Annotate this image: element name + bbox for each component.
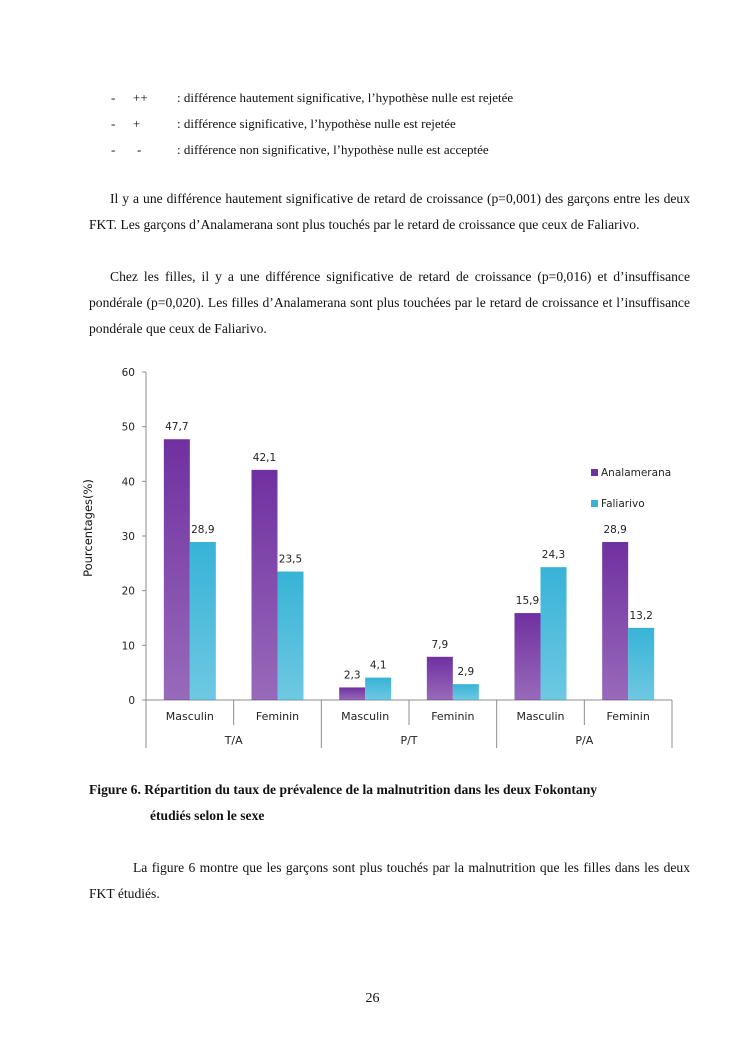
x-group-label: P/A [575, 734, 594, 747]
data-label-faliarivo: 28,9 [191, 524, 215, 537]
legend-label-faliarivo: Faliarivo [601, 498, 645, 510]
key-description: : différence hautement significative, l’hypothèse nulle est rejetée [177, 90, 514, 105]
bar-analamerana-3 [427, 657, 453, 700]
data-label-analamerana: 7,9 [431, 638, 449, 651]
key-symbol: ++ [133, 90, 148, 105]
bar-faliarivo-4 [541, 567, 567, 700]
data-label-analamerana: 28,9 [603, 524, 627, 537]
key-dash: - [111, 142, 116, 157]
x-group-label: T/A [224, 734, 243, 747]
figure-caption [89, 782, 597, 798]
y-tick-label: 10 [121, 640, 135, 653]
data-label-faliarivo: 24,3 [541, 549, 566, 562]
legend-label-analamerana: Analamerana [601, 467, 672, 479]
bar-analamerana-2 [339, 687, 365, 700]
key-symbol: + [133, 116, 141, 131]
bar-analamerana-5 [602, 542, 628, 700]
y-tick-label: 0 [128, 695, 135, 707]
y-tick-label: 40 [121, 476, 135, 489]
key-description: : différence significative, l’hypothèse nulle est rejetée [177, 116, 456, 131]
y-axis-label: Pourcentages(%) [81, 479, 95, 577]
data-label-analamerana: 42,1 [252, 451, 277, 464]
bar-chart [0, 360, 745, 760]
paragraph-1 [89, 186, 690, 238]
key-dash: - [111, 90, 116, 105]
legend-swatch-faliarivo [591, 500, 598, 507]
y-tick-label: 60 [121, 367, 135, 379]
bar-analamerana-0 [164, 439, 190, 700]
bar-faliarivo-2 [365, 678, 391, 700]
x-category-label: Masculin [165, 710, 214, 723]
x-category-label: Feminin [606, 710, 650, 723]
x-category-label: Feminin [431, 710, 475, 723]
paragraph-2 [89, 264, 690, 342]
x-group-label: P/T [400, 734, 418, 747]
bar-faliarivo-3 [453, 684, 479, 700]
data-label-faliarivo: 13,2 [629, 609, 653, 622]
data-label-analamerana: 2,3 [343, 669, 361, 682]
x-category-label: Feminin [255, 710, 300, 723]
bar-faliarivo-0 [190, 542, 216, 700]
figure-caption-continued [150, 808, 264, 824]
key-symbol: - [137, 142, 142, 157]
paragraph-3-text: La figure 6 montre que les garçons sont plus touchés par la malnutrition que les filles dans les deux FKT étudiés. [89, 860, 690, 901]
data-label-faliarivo: 2,9 [457, 666, 475, 679]
figure-caption-line2: étudiés selon le sexe [150, 808, 265, 823]
bar-analamerana-1 [252, 470, 278, 700]
y-tick-label: 30 [121, 531, 135, 543]
data-label-faliarivo: 23,5 [278, 553, 303, 566]
page-number: 26 [365, 991, 380, 1006]
paragraph-3 [89, 855, 690, 907]
bar-faliarivo-1 [278, 572, 304, 700]
figure-label: Figure 6. [89, 782, 141, 797]
bar-analamerana-4 [515, 613, 541, 700]
paragraph-1-text: Il y a une différence hautement significative de retard de croissance (p=0,001) des garçons entre les deux FKT. Les garçons d’Analamerana sont plus touchés par le retard de croissance que ceux de Faliarivo. [89, 191, 690, 232]
data-label-analamerana: 47,7 [165, 421, 189, 434]
y-tick-label: 20 [121, 585, 135, 598]
data-label-faliarivo: 4,1 [369, 659, 387, 672]
bar-faliarivo-5 [628, 628, 654, 700]
key-description: : différence non significative, l’hypothèse nulle est acceptée [177, 142, 489, 157]
x-category-label: Masculin [516, 710, 565, 723]
y-tick-label: 50 [121, 421, 135, 434]
x-category-label: Masculin [341, 710, 390, 723]
figure-caption-line1: Répartition du taux de prévalence de la malnutrition dans les deux Fokontany [144, 782, 598, 797]
legend-swatch-analamerana [591, 469, 598, 476]
paragraph-2-text: Chez les filles, il y a une différence significative de retard de croissance (p=0,016) et d’insuffisance pondérale (p=0,020). Les filles d’Analamerana sont plus touchées par le retard de croissance et l’insuffisance pondérale que ceux de Faliarivo. [89, 269, 690, 336]
key-dash: - [111, 116, 116, 131]
data-label-analamerana: 15,9 [515, 595, 540, 608]
